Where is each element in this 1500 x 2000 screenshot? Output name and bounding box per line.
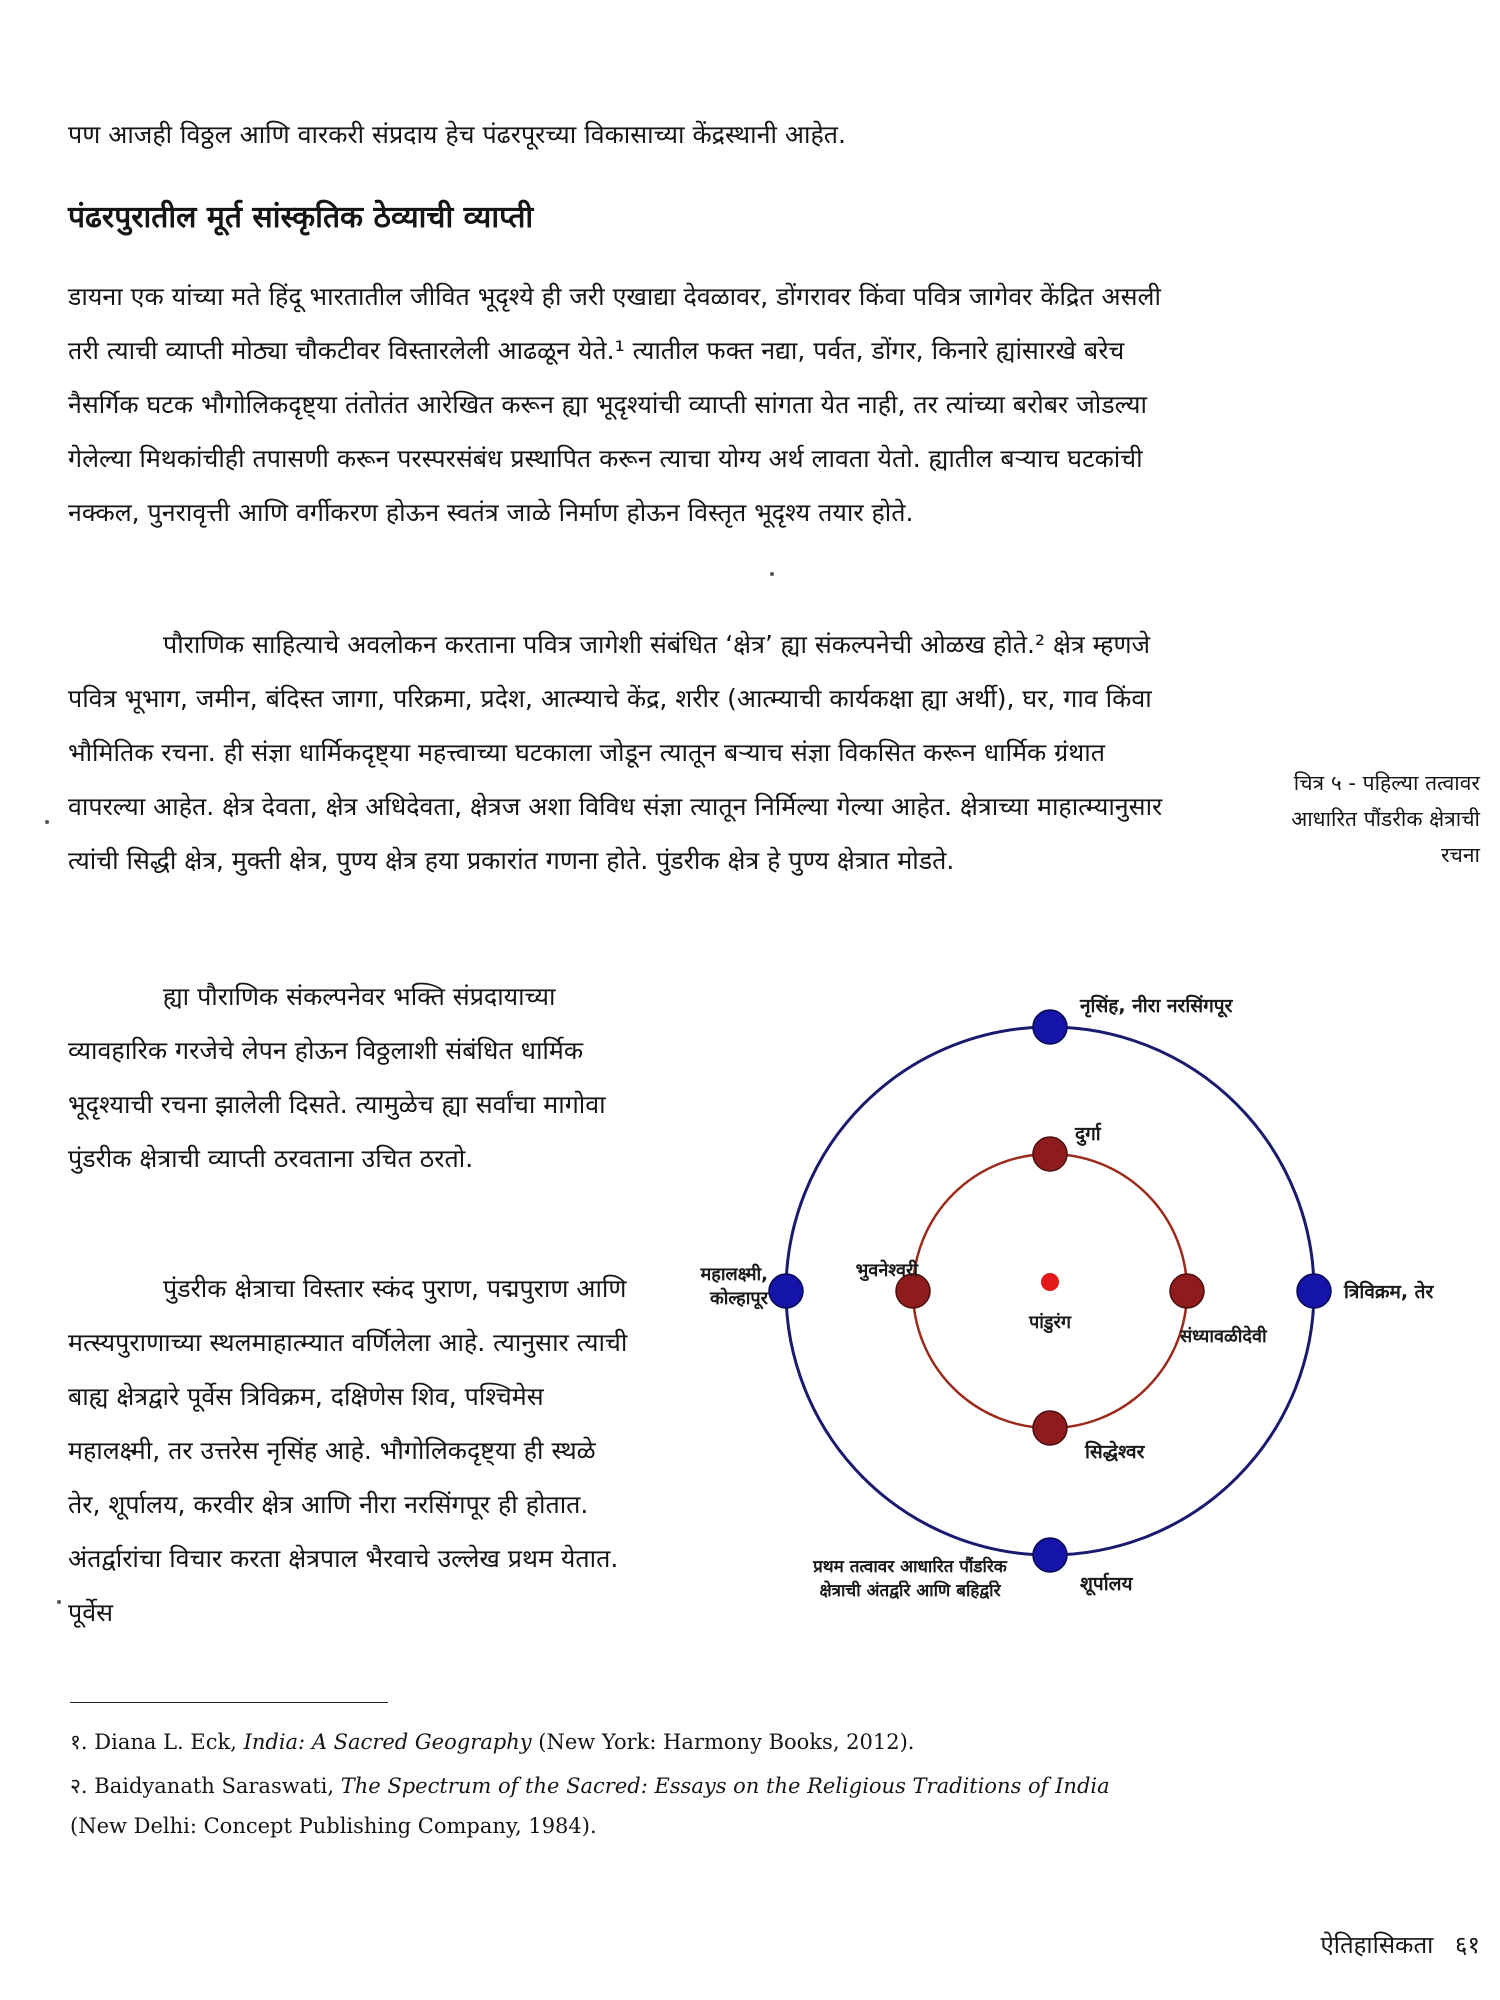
outer-node-south bbox=[1033, 1538, 1067, 1572]
footnote-2-number: २. bbox=[70, 1774, 88, 1798]
scan-speck bbox=[45, 820, 49, 824]
outer-node-north bbox=[1033, 1010, 1067, 1044]
page-footer bbox=[1300, 1928, 1480, 1961]
footnote-1-publisher: (New York: Harmony Books, 2012). bbox=[531, 1730, 915, 1754]
paragraph-3: ह्या पौराणिक संकल्पनेवर भक्ति संप्रदायाच्या व्यावहारिक गरजेचे लेपन होऊन विठ्ठलाशी संबंधित धार्मिक भूदृश्याची रचना झालेली दिसते. त्यामुळेच ह्या सर्वांचा मागोवा पुंडरीक क्षेत्राची व्याप्ती ठरवताना उचित ठरतो. bbox=[68, 982, 606, 1173]
legend-line-2: क्षेत्राची अंतर्द्वारे आणि बहिर्द्वारे bbox=[819, 1581, 1001, 1601]
section-heading: पंढरपुरातील मूर्त सांस्कृतिक ठेव्याची व्याप्ती bbox=[68, 200, 534, 235]
footnote-2-author: Baidyanath Saraswati, bbox=[94, 1774, 341, 1798]
kshetra-diagram bbox=[660, 990, 1480, 1630]
footnote-1-number: १. bbox=[70, 1730, 88, 1754]
label-inner-west: भुवनेश्वरी bbox=[855, 1260, 918, 1281]
scan-speck bbox=[770, 572, 774, 576]
footnote-1-title: India: A Sacred Geography bbox=[243, 1730, 532, 1754]
paragraph-4: पुंडरीक क्षेत्राचा विस्तार स्कंद पुराण, पद्मपुराण आणि मत्स्यपुराणाच्या स्थलमाहात्म्यात वर्णिलेला आहे. त्यानुसार त्याची बाह्य क्षेत्रद्वारे पूर्वेस त्रिविक्रम, दक्षिणेस शिव, पश्चिमेस महालक्ष्मी, तर उत्तरेस नृसिंह आहे. भौगोलिकदृष्ट्या ही स्थळे तेर, शूर्पालय, करवीर क्षेत्र आणि नीरा नरसिंगपूर ही होतात. अंतर्द्वारांचा विचार करता क्षेत्रपाल भैरवाचे उल्लेख प्रथम येतात. पूर्वेस bbox=[68, 1274, 628, 1627]
paragraph-1: डायना एक यांच्या मते हिंदू भारतातील जीवित भूदृश्ये ही जरी एखाद्या देवळावर, डोंगरावर किंवा पवित्र जागेवर केंद्रित असली तरी त्याची व्याप्ती मोठ्या चौकटीवर विस्तारलेली आढळून येते.¹ त्यातील फक्त नद्या, पर्वत, डोंगर, किनारे ह्यांसारखे बरेच नैसर्गिक घटक भौगोलिकदृष्ट्या तंतोतंत आरेखित करून ह्या भूदृश्यांची व्याप्ती सांगता येत नाही, तर त्यांच्या बरोबर जोडल्या गेलेल्या मिथकांचीही तपासणी करून परस्परसंबंध प्रस्थापित करून त्याचा योग्य अर्थ लावता येतो. ह्यातील बऱ्याच घटकांची नक्कल, पुनरावृत्ती आणि वर्गीकरण होऊन स्वतंत्र जाळे निर्माण होऊन विस्तृत भूदृश्य तयार होते. bbox=[68, 282, 1161, 527]
footnote-1-author: Diana L. Eck, bbox=[94, 1730, 244, 1754]
outer-node-west bbox=[769, 1274, 803, 1308]
paragraph-2: पौराणिक साहित्याचे अवलोकन करताना पवित्र जागेशी संबंधित ‘क्षेत्र’ ह्या संकल्पनेची ओळख होते.² क्षेत्र म्हणजे पवित्र भूभाग, जमीन, बंदिस्त जागा, परिक्रमा, प्रदेश, आत्म्याचे केंद्र, शरीर (आत्म्याची कार्यकक्षा ह्या अर्थी), घर, गाव किंवा भौमितिक रचना. ही संज्ञा धार्मिकदृष्ट्या महत्त्वाच्या घटकाला जोडून त्यातून बऱ्याच संज्ञा विकसित करून धार्मिक ग्रंथात वापरल्या आहेत. क्षेत्र देवता, क्षेत्र अधिदेवता, क्षेत्रज अशा विविध संज्ञा त्यातून निर्मिल्या गेल्या आहेत. क्षेत्राच्या माहात्म्यानुसार त्यांची सिद्धी क्षेत्र, मुक्ती क्षेत्र, पुण्य क्षेत्र हया प्रकारांत गणना होते. पुंडरीक क्षेत्र हे पुण्य क्षेत्रात मोडते. bbox=[68, 630, 1163, 875]
outer-node-east bbox=[1297, 1274, 1331, 1308]
label-outer-west-2: कोल्हापूर bbox=[709, 1288, 768, 1309]
page-number: ६१ bbox=[1455, 1931, 1480, 1959]
footnote-2-publisher: (New Delhi: Concept Publishing Company, 1984). bbox=[70, 1814, 597, 1838]
figure-caption: चित्र ५ - पहिल्या तत्वावर आधारित पौंडरीक क्षेत्राची रचना bbox=[1291, 771, 1480, 867]
label-center: पांडुरंग bbox=[1028, 1312, 1072, 1333]
center-dot bbox=[1041, 1273, 1059, 1291]
scan-speck bbox=[57, 1600, 61, 1604]
label-outer-west-1: महालक्ष्मी, bbox=[700, 1264, 768, 1285]
footnote-2 bbox=[70, 1766, 1150, 1846]
label-outer-east: त्रिविक्रम, तेर bbox=[1344, 1281, 1434, 1303]
footnote-1 bbox=[70, 1722, 1170, 1762]
legend-line-1: प्रथम तत्वावर आधारित पौंडरिक bbox=[813, 1557, 1007, 1577]
inner-node-north bbox=[1033, 1137, 1067, 1171]
inner-node-east bbox=[1170, 1274, 1204, 1308]
label-inner-south: सिद्धेश्वर bbox=[1085, 1441, 1145, 1463]
label-inner-north: दुर्गा bbox=[1075, 1123, 1101, 1145]
label-inner-east: संध्यावळीदेवी bbox=[1180, 1326, 1267, 1347]
label-outer-south: शूर्पालय bbox=[1080, 1573, 1133, 1595]
label-outer-north: नृसिंह, नीरा नरसिंगपूर bbox=[1080, 995, 1233, 1017]
footnote-2-title: The Spectrum of the Sacred: Essays on the Religious Traditions of India bbox=[340, 1774, 1110, 1798]
inner-node-south bbox=[1033, 1411, 1067, 1445]
intro-line: पण आजही विठ्ठल आणि वारकरी संप्रदाय हेच पंढरपूरच्या विकासाच्या केंद्रस्थानी आहेत. bbox=[68, 120, 846, 149]
footer-section: ऐतिहासिकता bbox=[1320, 1931, 1434, 1959]
footnote-separator bbox=[70, 1702, 388, 1703]
